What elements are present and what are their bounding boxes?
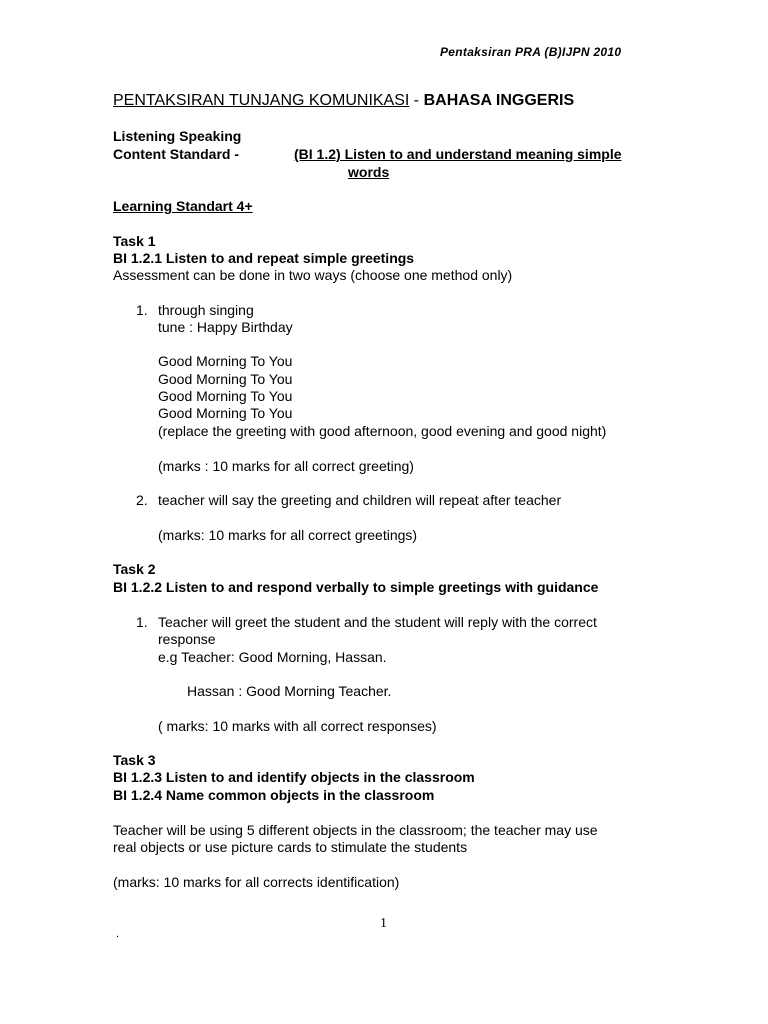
- content-standard-value: (BI 1.2) Listen to and understand meaning simple: [294, 146, 622, 162]
- task3-subtitle-1: BI 1.2.3 Listen to and identify objects in the classroom: [113, 769, 475, 785]
- page-number: 1: [380, 916, 387, 931]
- content-standard-value-cont: words: [348, 164, 390, 180]
- task3-description: Teacher will be using 5 different objects in the classroom; the teacher may use: [113, 822, 598, 838]
- task2-marks: ( marks: 10 marks with all correct responses): [158, 718, 437, 734]
- task1-marks2: (marks: 10 marks for all correct greetings): [158, 527, 418, 543]
- task2-subtitle: BI 1.2.2 Listen to and respond verbally to simple greetings with guidance: [113, 579, 599, 595]
- song-line: Good Morning To You: [158, 405, 293, 421]
- task1-item2-number: 2.: [136, 492, 148, 508]
- task2-item1-number: 1.: [136, 614, 148, 630]
- task2-title: Task 2: [113, 561, 156, 577]
- task1-item1-number: 1.: [136, 302, 148, 318]
- task1-subtitle: BI 1.2.1 Listen to and repeat simple greetings: [113, 250, 415, 266]
- task1-item2-text: teacher will say the greeting and children will repeat after teacher: [158, 492, 562, 508]
- task3-title: Task 3: [113, 752, 156, 768]
- running-header: Pentaksiran PRA (B)IJPN 2010: [440, 45, 622, 59]
- learning-standard-heading: Learning Standart 4+: [113, 198, 253, 214]
- task2-example: e.g Teacher: Good Morning, Hassan.: [158, 649, 387, 665]
- content-standard-label: Content Standard -: [113, 146, 239, 162]
- task1-marks1: (marks : 10 marks for all correct greeting): [158, 458, 414, 474]
- task1-replace-note: (replace the greeting with good afternoon, good evening and good night): [158, 423, 607, 439]
- title-separator: -: [413, 92, 420, 109]
- task1-item1-text: through singing: [158, 302, 254, 318]
- task2-reply: Hassan : Good Morning Teacher.: [187, 683, 392, 699]
- title-subject: BAHASA INGGERIS: [423, 92, 575, 109]
- song-line: Good Morning To You: [158, 388, 293, 404]
- page-title: [113, 91, 574, 111]
- task2-item1-text: Teacher will greet the student and the student will reply with the correct: [158, 614, 597, 630]
- song-line: Good Morning To You: [158, 371, 293, 387]
- task2-item1-text-cont: response: [158, 631, 216, 647]
- song-line: Good Morning To You: [158, 353, 293, 369]
- task3-marks: (marks: 10 marks for all corrects identification): [113, 874, 400, 890]
- task1-title: Task 1: [113, 233, 156, 249]
- title-main: PENTAKSIRAN TUNJANG KOMUNIKASI: [113, 92, 410, 109]
- task3-description-cont: real objects or use picture cards to stimulate the students: [113, 839, 468, 855]
- listening-speaking-label: Listening Speaking: [113, 128, 242, 144]
- task1-item1-tune: tune : Happy Birthday: [158, 319, 293, 335]
- task3-subtitle-2: BI 1.2.4 Name common objects in the classroom: [113, 787, 435, 803]
- footer-mark: .: [116, 928, 120, 940]
- task1-intro: Assessment can be done in two ways (choose one method only): [113, 267, 513, 283]
